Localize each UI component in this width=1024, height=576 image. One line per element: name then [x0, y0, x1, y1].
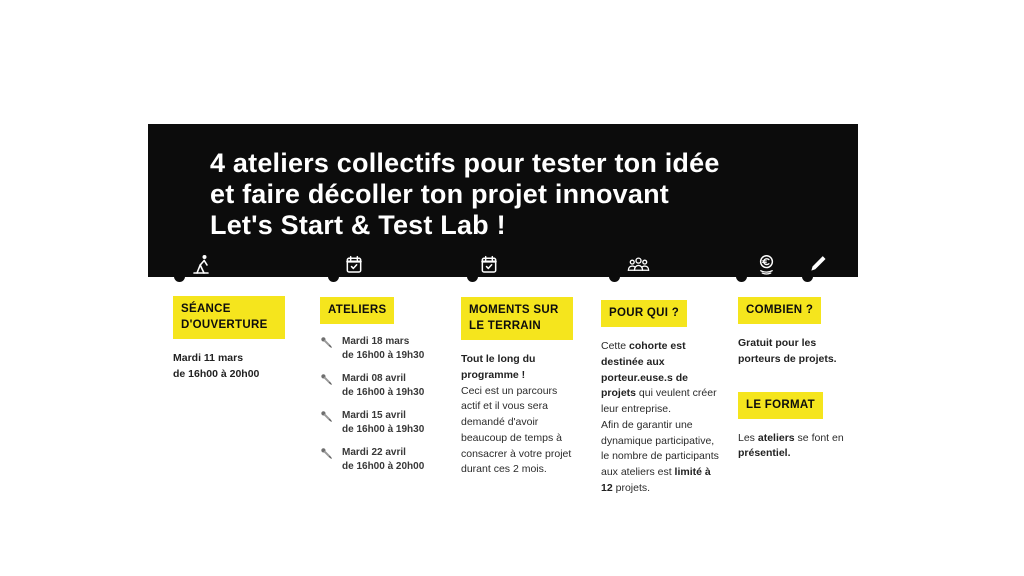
- section-heading: MOMENTS SUR LE TERRAIN: [461, 297, 573, 340]
- atelier-date: Mardi 08 avril: [342, 373, 406, 385]
- connector-dot: [609, 271, 620, 282]
- connector-dot: [736, 271, 747, 282]
- seance-date: Mardi 11 mars: [173, 352, 244, 365]
- section-ateliers: [320, 297, 450, 483]
- atelier-time: de 16h00 à 19h30: [342, 387, 425, 399]
- coin-euro-icon: [757, 254, 776, 280]
- atelier-date: Mardi 18 mars: [342, 336, 410, 348]
- connector-dot: [802, 271, 813, 282]
- pour-qui-paragraph-2: [601, 418, 721, 497]
- moments-intro: Tout le long du programme !: [461, 353, 536, 381]
- section-seance-ouverture: [173, 296, 297, 383]
- tool-pin-icon: [320, 373, 333, 391]
- section-pour-qui: [601, 300, 721, 497]
- atelier-date: Mardi 22 avril: [342, 447, 406, 459]
- title-line: Let's Start & Test Lab !: [210, 210, 506, 240]
- atelier-time: de 16h00 à 20h00: [342, 461, 425, 473]
- text-segment: se font en: [794, 431, 844, 444]
- text-segment: présentiel.: [738, 447, 791, 460]
- calendar-check-icon: [479, 254, 499, 280]
- title-line: 4 ateliers collectifs pour tester ton idée: [210, 148, 720, 178]
- seance-time: de 16h00 à 20h00: [173, 367, 260, 380]
- format-block: [738, 392, 850, 463]
- atelier-schedule: [342, 409, 424, 437]
- text-segment: limité à 12: [601, 466, 711, 494]
- text-segment: Les: [738, 431, 758, 444]
- ateliers-list: [320, 335, 450, 474]
- seance-schedule: [173, 351, 297, 383]
- text-segment: cohorte est destinée aux porteur.euse.s de projets: [601, 340, 688, 400]
- pour-qui-paragraph-1: [601, 339, 721, 418]
- atelier-schedule: [342, 446, 424, 474]
- list-item: [320, 335, 450, 363]
- atelier-date: Mardi 15 avril: [342, 410, 406, 422]
- header-banner: [148, 124, 858, 277]
- text-segment: Afin de garantir une dynamique participative, le nombre de participants aux ateliers est: [601, 418, 719, 479]
- text-segment: Cette: [601, 340, 630, 353]
- atelier-schedule: [342, 335, 424, 363]
- atelier-time: de 16h00 à 19h30: [342, 424, 425, 436]
- section-heading: POUR QUI ?: [601, 300, 687, 327]
- section-heading: COMBIEN ?: [738, 297, 821, 324]
- section-moments-terrain: [461, 297, 575, 478]
- runner-icon: [188, 252, 212, 281]
- text-segment: ateliers: [757, 431, 795, 444]
- text-segment: projets.: [612, 481, 651, 494]
- calendar-check-icon: [344, 254, 364, 280]
- section-heading: LE FORMAT: [738, 392, 823, 419]
- atelier-schedule: [342, 372, 424, 400]
- people-group-icon: [626, 253, 651, 280]
- title-line: et faire décoller ton projet innovant: [210, 179, 669, 209]
- connector-dot: [467, 271, 478, 282]
- moments-body: Ceci est un parcours actif et il vous sera demandé d'avoir beaucoup de temps à consacrer à votre projet durant ces 2 mois.: [461, 384, 572, 476]
- list-item: [320, 409, 450, 437]
- moments-text: [461, 352, 575, 478]
- list-item: [320, 372, 450, 400]
- connector-dot: [174, 271, 185, 282]
- section-heading: ATELIERS: [320, 297, 394, 324]
- format-body: [738, 431, 850, 463]
- combien-body: Gratuit pour les porteurs de projets.: [738, 337, 837, 365]
- text-segment: qui veulent créer leur entreprise.: [601, 387, 717, 416]
- page-title: [210, 148, 720, 241]
- section-combien-format: [738, 297, 850, 462]
- tool-pin-icon: [320, 336, 333, 354]
- list-item: [320, 446, 450, 474]
- tool-pin-icon: [320, 447, 333, 465]
- tool-pin-icon: [320, 410, 333, 428]
- connector-dot: [328, 271, 339, 282]
- section-heading: SÉANCE D'OUVERTURE: [173, 296, 285, 339]
- atelier-time: de 16h00 à 19h30: [342, 350, 425, 362]
